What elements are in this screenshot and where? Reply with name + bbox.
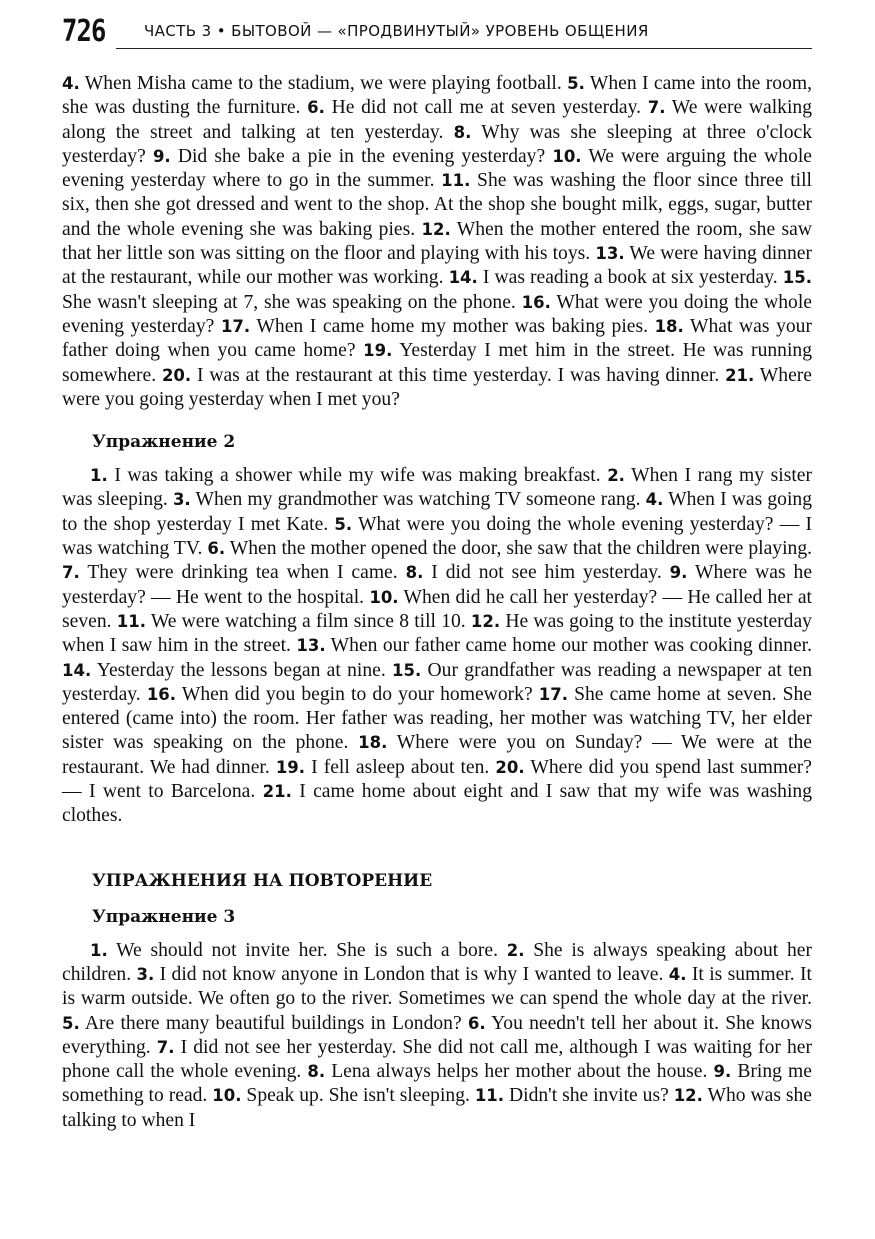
item-text: I did not see him yesterday.	[423, 562, 670, 584]
item-number: 5.	[567, 74, 585, 93]
item-text: When did he call her yesterday? — He called her at seven.	[62, 586, 812, 632]
item-number: 17.	[220, 316, 251, 336]
header-rule	[116, 48, 812, 49]
item-text: She came home at seven. She entered (came into) the room. Her father was reading, her mother was watching TV, her elder sister was speaking on the phone.	[62, 683, 812, 754]
item-number: 2.	[506, 940, 525, 960]
item-number: 4.	[645, 490, 664, 510]
item-text: Are there many beautiful buildings in London?	[79, 1012, 468, 1034]
item-text: When did you begin to do your homework?	[176, 683, 539, 705]
item-number: 20.	[161, 365, 192, 385]
item-text: We were watching a film since 8 till 10.	[145, 610, 471, 632]
item-number: 3.	[172, 490, 191, 510]
item-text: Speak up. She isn't sleeping.	[241, 1085, 475, 1107]
item-number: 21.	[262, 782, 292, 802]
item-text: She was washing the floor since three till six, then she got dressed and went to the shop. At the shop she bought milk, eggs, sugar, butter and the whole evening she was baking pies.	[62, 170, 813, 240]
item-number: 12.	[421, 219, 451, 239]
item-text: When our father came home our mother was cooking dinner.	[325, 635, 812, 657]
running-title: ЧАСТЬ 3 • БЫТОВОЙ — «ПРОДВИНУТЫЙ» УРОВЕНЬ ОБЩЕНИЯ	[144, 22, 649, 40]
item-number: 19.	[363, 341, 393, 361]
item-number: 11.	[441, 171, 471, 191]
item-number: 14.	[448, 268, 478, 288]
item-text: We were walking along the street and talking at ten yesterday.	[62, 97, 813, 143]
item-number: 10.	[212, 1086, 242, 1106]
item-text: I did not see her yesterday. She did not call me, although I was waiting for her phone call the whole evening.	[62, 1036, 812, 1083]
item-text: It is summer. It is warm outside. We often go to the river. Sometimes we can spend the whole day at the river.	[62, 963, 812, 1010]
item-number: 7.	[647, 98, 666, 118]
item-text: Lena always helps her mother about the house.	[325, 1061, 714, 1083]
item-number: 17.	[538, 684, 568, 704]
item-number: 13.	[296, 636, 326, 656]
item-number: 12.	[470, 611, 501, 631]
item-number: 13.	[595, 244, 625, 264]
item-text: Yesterday I met him in the street. He was running somewhere.	[62, 340, 812, 386]
item-number: 11.	[116, 611, 146, 631]
item-number: 12.	[673, 1086, 703, 1106]
item-text: You needn't tell her about it. She knows everything.	[62, 1012, 812, 1058]
item-number: 15.	[392, 660, 422, 680]
item-text: Bring me something to read.	[62, 1061, 812, 1107]
item-text: Where was he yesterday? — He went to the hospital.	[62, 562, 813, 608]
item-text: We were arguing the whole evening yesterday where to go in the summer.	[62, 145, 813, 192]
item-number: 3.	[136, 964, 155, 984]
paragraph-exercise-1-answers	[62, 72, 812, 412]
item-number: 6.	[467, 1013, 486, 1033]
item-number: 6.	[207, 539, 226, 559]
item-text: Why was she sleeping at three o'clock yesterday?	[62, 121, 813, 167]
item-text: They were drinking tea when I came.	[79, 562, 406, 584]
item-number: 7.	[62, 563, 80, 583]
item-number: 8.	[307, 1062, 326, 1082]
item-text: I did not know anyone in London that is why I wanted to leave.	[154, 963, 669, 985]
item-text: When I was going to the shop yesterday I met Kate.	[62, 489, 812, 535]
item-text: Our grandfather was reading a newspaper at ten yesterday.	[62, 659, 813, 705]
item-number: 6.	[307, 98, 325, 118]
exercise-3-title: Упражнение 3	[92, 906, 236, 927]
item-text: When my grandmother was watching TV someone rang.	[190, 489, 646, 511]
item-text: He was going to the institute yesterday when I saw him in the street.	[62, 610, 812, 657]
item-number: 16.	[146, 684, 177, 704]
item-number: 5.	[62, 1013, 80, 1033]
item-text: She wasn't sleeping at 7, she was speaking on the phone.	[62, 291, 522, 313]
item-number: 10.	[552, 146, 582, 166]
item-text: We should not invite her. She is such a bore.	[107, 939, 507, 961]
item-number: 19.	[275, 757, 306, 777]
item-number: 18.	[654, 316, 684, 336]
paragraph-exercise-3-answers	[62, 939, 812, 1133]
item-text: When the mother entered the room, she saw that her little son was sitting on the floor and playing with his toys.	[62, 218, 812, 265]
item-number: 4.	[62, 74, 80, 93]
item-number: 8.	[405, 563, 424, 583]
item-number: 7.	[156, 1037, 175, 1057]
item-text: I fell asleep about ten.	[305, 756, 496, 778]
item-text: I was reading a book at six yesterday.	[477, 267, 783, 289]
item-number: 1.	[90, 466, 108, 486]
item-text: I was taking a shower while my wife was making breakfast.	[107, 465, 608, 487]
item-text: I was at the restaurant at this time yesterday. I was having dinner.	[191, 364, 726, 386]
review-section-title: УПРАЖНЕНИЯ НА ПОВТОРЕНИЕ	[92, 870, 433, 891]
page-number: 726	[62, 14, 106, 49]
item-text: Where were you going yesterday when I met you?	[62, 364, 812, 410]
item-text: Didn't she invite us?	[504, 1085, 674, 1107]
item-text: What was your father doing when you came home?	[62, 315, 812, 362]
item-number: 9.	[152, 146, 171, 166]
item-text: He did not call me at seven yesterday.	[324, 97, 648, 119]
item-text: When the mother opened the door, she saw that the children were playing.	[225, 538, 813, 560]
item-number: 9.	[669, 563, 688, 583]
item-text: What were you doing the whole evening yesterday?	[62, 291, 812, 337]
item-number: 2.	[607, 466, 625, 486]
page-header	[62, 14, 812, 54]
item-number: 5.	[334, 514, 353, 534]
item-number: 11.	[474, 1086, 505, 1106]
item-number: 4.	[668, 964, 687, 984]
item-text: We were having dinner at the restaurant, while our mother was working.	[62, 243, 812, 289]
item-number: 20.	[495, 757, 525, 777]
item-text: When Misha came to the stadium, we were playing football.	[79, 73, 568, 94]
item-number: 15.	[782, 268, 812, 288]
item-number: 21.	[725, 365, 755, 385]
item-number: 16.	[521, 292, 551, 312]
item-number: 18.	[358, 733, 388, 753]
item-text: Who was she talking to when I	[62, 1085, 813, 1131]
item-text: Did she bake a pie in the evening yesterday?	[170, 145, 553, 167]
item-text: I came home about eight and I saw that my wife was washing clothes.	[62, 781, 812, 827]
item-text: When I came into the room, she was dusting the furniture.	[62, 73, 813, 119]
book-page	[62, 14, 812, 1133]
item-text: Yesterday the lessons began at nine.	[91, 659, 393, 681]
item-number: 9.	[713, 1062, 732, 1082]
item-text: When I came home my mother was baking pies.	[250, 315, 655, 337]
item-text: When I rang my sister was sleeping.	[62, 465, 812, 511]
item-number: 10.	[369, 587, 399, 607]
item-number: 14.	[62, 660, 92, 680]
paragraph-exercise-2-answers	[62, 464, 812, 828]
item-number: 1.	[90, 940, 108, 960]
exercise-2-title: Упражнение 2	[92, 432, 236, 453]
item-text: What were you doing the whole evening yesterday? — I was watching TV.	[62, 513, 812, 560]
item-text: She is always speaking about her children.	[62, 939, 812, 985]
item-text: Where were you on Sunday? — We were at the restaurant. We had dinner.	[62, 732, 812, 778]
item-number: 8.	[453, 122, 472, 142]
item-text: Where did you spend last summer? — I went to Barcelona.	[62, 756, 813, 803]
